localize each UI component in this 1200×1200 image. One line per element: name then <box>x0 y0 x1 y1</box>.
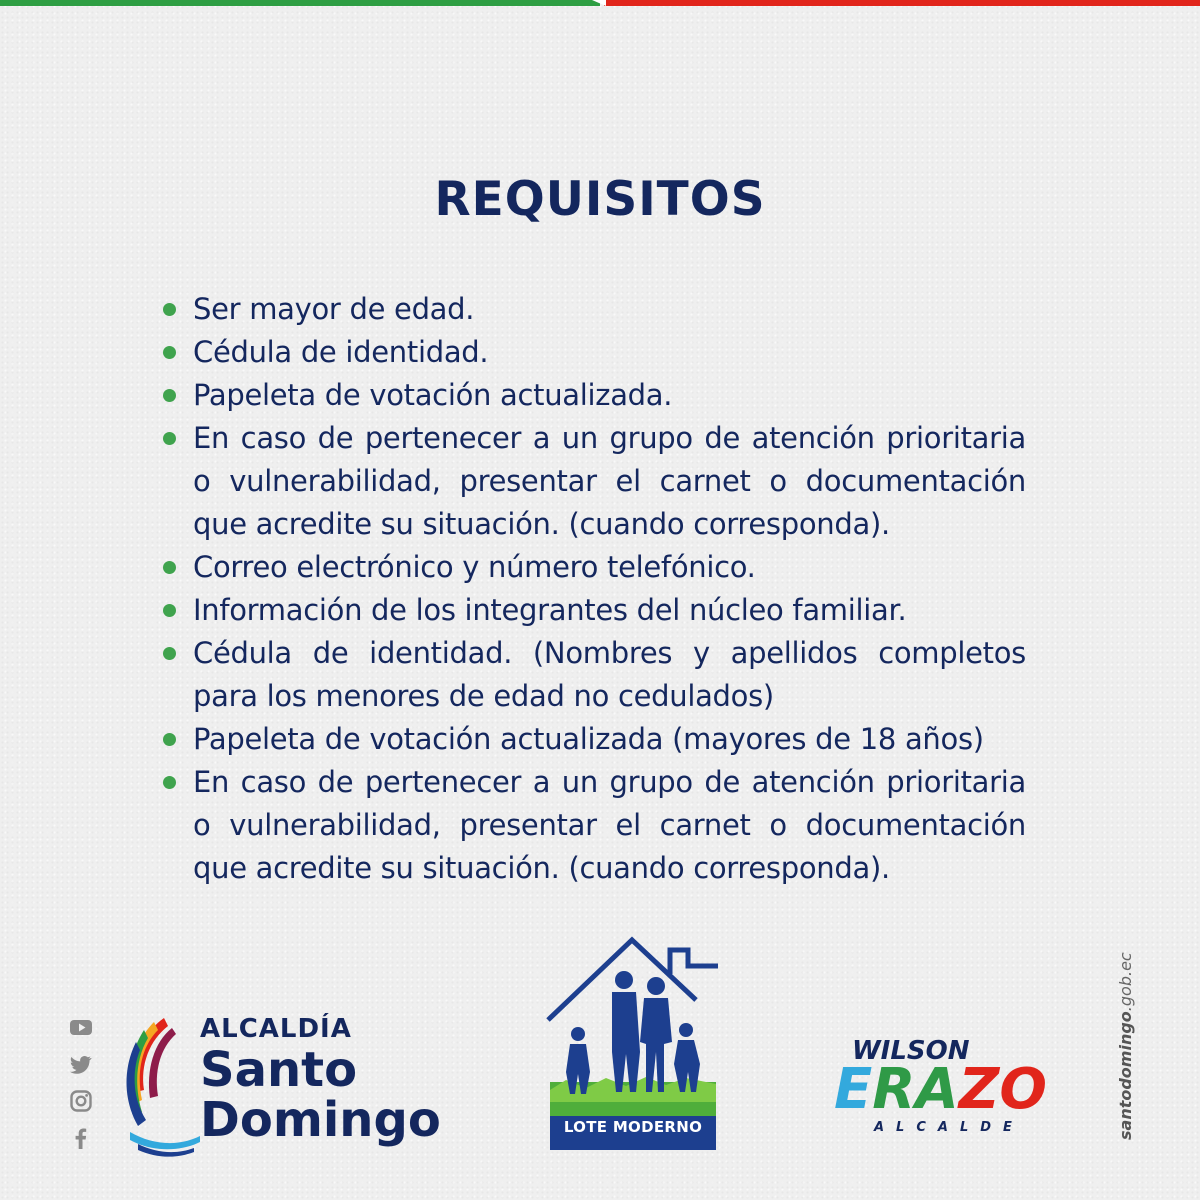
requirement-text: Ser mayor de edad. <box>193 292 475 326</box>
list-item <box>160 546 1026 589</box>
alcaldia-name-line2: Domingo <box>200 1092 441 1148</box>
alcaldia-emblem-icon <box>124 1012 204 1162</box>
erazo-letter: O <box>999 1057 1047 1122</box>
bullet-icon <box>163 647 176 660</box>
erazo-letter: Z <box>958 1057 1000 1122</box>
list-item <box>160 288 1026 331</box>
social-links <box>68 1014 94 1162</box>
erazo-first-name: WILSON <box>852 1036 970 1066</box>
bullet-icon <box>163 604 176 617</box>
lote-moderno-logo <box>546 932 722 1154</box>
top-bar-red <box>604 0 1200 6</box>
erazo-letter: A <box>915 1057 959 1122</box>
youtube-icon[interactable] <box>68 1014 94 1040</box>
top-color-bar <box>0 0 1200 6</box>
bullet-icon <box>163 776 176 789</box>
bullet-icon <box>163 389 176 402</box>
requirement-text: Papeleta de votación actualizada. <box>193 378 673 412</box>
website-domain: santodomingo <box>1116 1011 1135 1140</box>
list-item <box>160 417 1026 546</box>
bullet-icon <box>163 561 176 574</box>
erazo-logo <box>830 1036 1070 1146</box>
erazo-letter: R <box>872 1057 916 1122</box>
erazo-last-name <box>834 1057 1047 1122</box>
top-bar-divider <box>592 0 606 6</box>
website-suffix: .gob.ec <box>1116 952 1135 1012</box>
list-item <box>160 632 1026 718</box>
top-bar-green <box>0 0 600 6</box>
alcaldia-label: ALCALDÍA <box>200 1014 352 1044</box>
erazo-role: ALCALDE <box>874 1120 1024 1135</box>
requirement-text: Cédula de identidad. <box>193 335 489 369</box>
requirement-text: En caso de pertenecer a un grupo de atención prioritaria o vulnerabilidad, presentar el carnet o documentación que acredite su situación. (cuando corresponda). <box>193 765 1026 885</box>
bullet-icon <box>163 733 176 746</box>
requirements-list <box>160 288 1026 890</box>
website-url[interactable] <box>1116 952 1135 1140</box>
facebook-icon[interactable] <box>68 1125 94 1151</box>
requirement-text: En caso de pertenecer a un grupo de atención prioritaria o vulnerabilidad, presentar el carnet o documentación que acredite su situación. (cuando corresponda). <box>193 421 1026 541</box>
erazo-letter: E <box>834 1057 873 1122</box>
instagram-icon[interactable] <box>68 1088 94 1114</box>
list-item <box>160 589 1026 632</box>
bullet-icon <box>163 303 176 316</box>
list-item <box>160 718 1026 761</box>
requirement-text: Papeleta de votación actualizada (mayores de 18 años) <box>193 722 984 756</box>
list-item <box>160 331 1026 374</box>
bullet-icon <box>163 432 176 445</box>
requirement-text: Información de los integrantes del núcleo familiar. <box>193 593 907 627</box>
requirement-text: Correo electrónico y número telefónico. <box>193 550 756 584</box>
twitter-icon[interactable] <box>68 1051 94 1077</box>
page-title: REQUISITOS <box>434 172 766 227</box>
lote-moderno-label: LOTE MODERNO <box>563 1118 703 1136</box>
bullet-icon <box>163 346 176 359</box>
alcaldia-logo <box>124 1012 441 1162</box>
list-item <box>160 761 1026 890</box>
requirement-text: Cédula de identidad. (Nombres y apellidos completos para los menores de edad no cedulados) <box>193 636 1026 713</box>
alcaldia-name-line1: Santo <box>200 1042 358 1098</box>
list-item <box>160 374 1026 417</box>
